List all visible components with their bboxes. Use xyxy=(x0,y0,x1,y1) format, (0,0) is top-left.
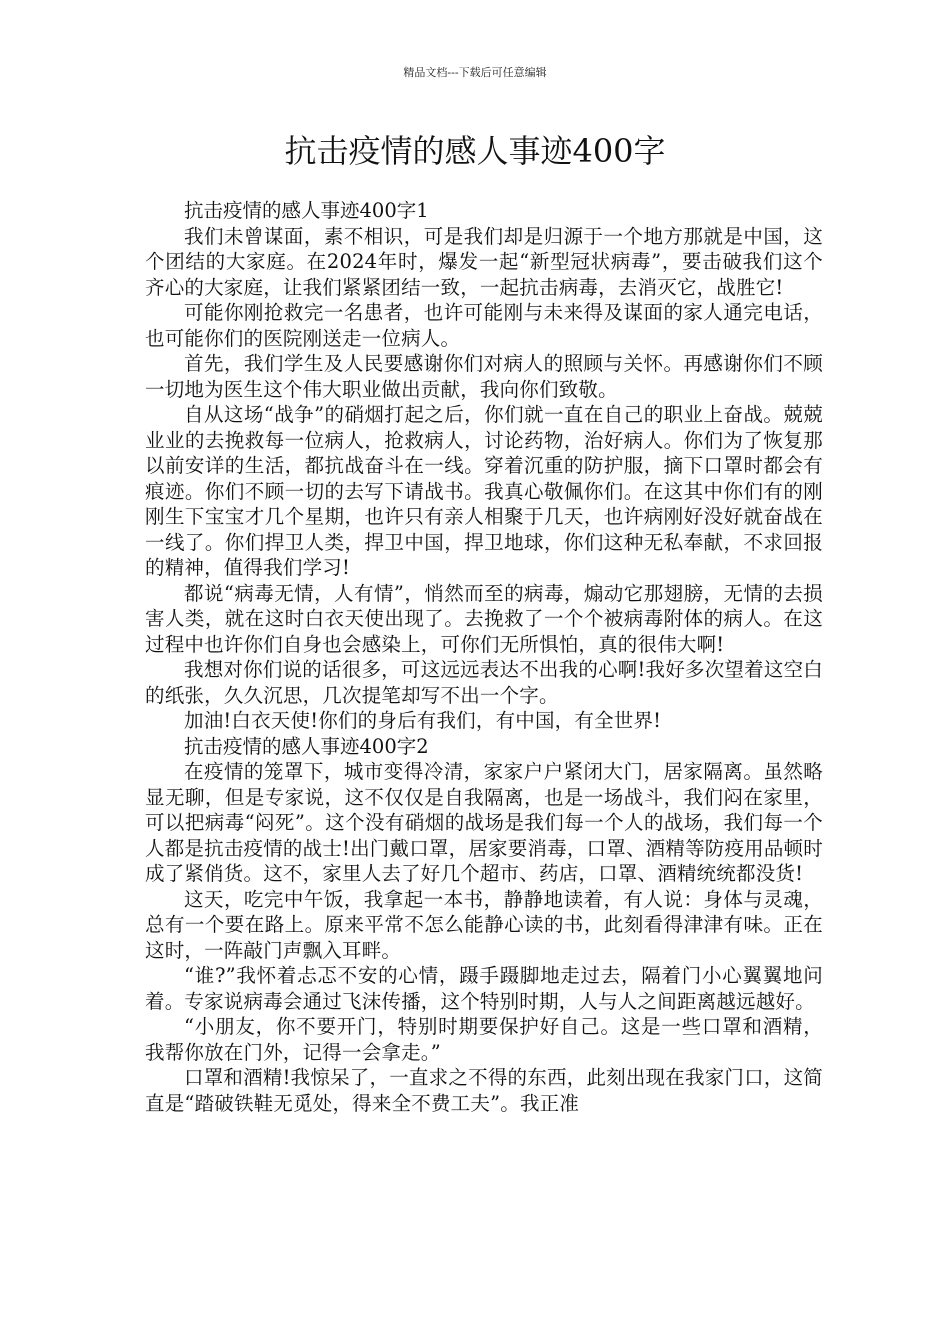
section-heading: 抗击疫情的感人事迹400字2 xyxy=(184,734,429,758)
paragraph: 口罩和酒精!我惊呆了，一直求之不得的东西，此刻出现在我家门口，这简直是“踏破铁鞋无觅处，得来全不费工夫”。我正准 xyxy=(145,1066,823,1115)
paragraph: 可能你刚抢救完一名患者，也许可能刚与未来得及谋面的家人通完电话，也可能你们的医院刚送走一位病人。 xyxy=(145,301,823,350)
paragraph: 自从这场“战争”的硝烟打起之后，你们就一直在自己的职业上奋战。兢兢业业的去挽救每一位病人，抢救病人，讨论药物，治好病人。你们为了恢复那以前安详的生活，都抗战奋斗在一线。穿着沉重的防护服，摘下口罩时都会有痕迹。你们不顾一切的去写下请战书。我真心敬佩你们。在这其中你们有的刚刚生下宝宝才几个星期，也许只有亲人相聚于几天，也许病刚好没好就奋战在一线了。你们捍卫人类，捍卫中国，捍卫地球，你们这种无私奉献，不求回报的精神，值得我们学习! xyxy=(145,403,823,579)
document-title: 抗击疫情的感人事迹400字 xyxy=(284,132,666,170)
document-body xyxy=(145,198,823,1116)
paragraph: “谁?”我怀着忐忑不安的心情，蹑手蹑脚地走过去，隔着门小心翼翼地问着。专家说病毒会通过飞沫传播，这个特别时期，人与人之间距离越远越好。 xyxy=(145,964,823,1013)
paragraph: 都说“病毒无情，人有情”，悄然而至的病毒，煽动它那翅膀，无情的去损害人类，就在这时白衣天使出现了。去挽救了一个个被病毒附体的病人。在这过程中也许你们自身也会感染上，可你们无所惧怕，真的很伟大啊! xyxy=(145,581,823,656)
paragraph: 加油!白衣天使!你们的身后有我们，有中国，有全世界! xyxy=(184,709,662,732)
paragraph: 首先，我们学生及人民要感谢你们对病人的照顾与关怀。再感谢你们不顾一切地为医生这个伟大职业做出贡献，我向你们致敬。 xyxy=(145,352,823,401)
section-heading: 抗击疫情的感人事迹400字1 xyxy=(184,199,429,222)
paragraph: 这天，吃完中午饭，我拿起一本书，静静地读着，有人说：身体与灵魂，总有一个要在路上。原来平常不怎么能静心读的书，此刻看得津津有味。正在这时，一阵敲门声飘入耳畔。 xyxy=(145,887,823,962)
paragraph: 我们未曾谋面，素不相识，可是我们却是归源于一个地方那就是中国，这个团结的大家庭。在2024年时，爆发一起“新型冠状病毒”，要击破我们这个齐心的大家庭，让我们紧紧团结一致，一起抗击病毒，去消灭它，战胜它! xyxy=(145,224,823,299)
paragraph: 我想对你们说的话很多，可这远远表达不出我的心啊!我好多次望着这空白的纸张，久久沉思，几次提笔却写不出一个字。 xyxy=(145,658,823,707)
paragraph: “小朋友，你不要开门，特别时期要保护好自己。这是一些口罩和酒精，我帮你放在门外，记得一会拿走。” xyxy=(145,1015,823,1064)
page-header: 精品文档---下载后可任意编辑 xyxy=(403,66,547,79)
paragraph: 在疫情的笼罩下，城市变得冷清，家家户户紧闭大门，居家隔离。虽然略显无聊，但是专家说，这不仅仅是自我隔离，也是一场战斗，我们闷在家里，可以把病毒“闷死”。这个没有硝烟的战场是我们每一个人的战场，我们每一个人都是抗击疫情的战士!出门戴口罩，居家要消毒，口罩、酒精等防疫用品顿时成了紧俏货。这不，家里人去了好几个超市、药店，口罩、酒精统统都没货! xyxy=(145,760,823,885)
